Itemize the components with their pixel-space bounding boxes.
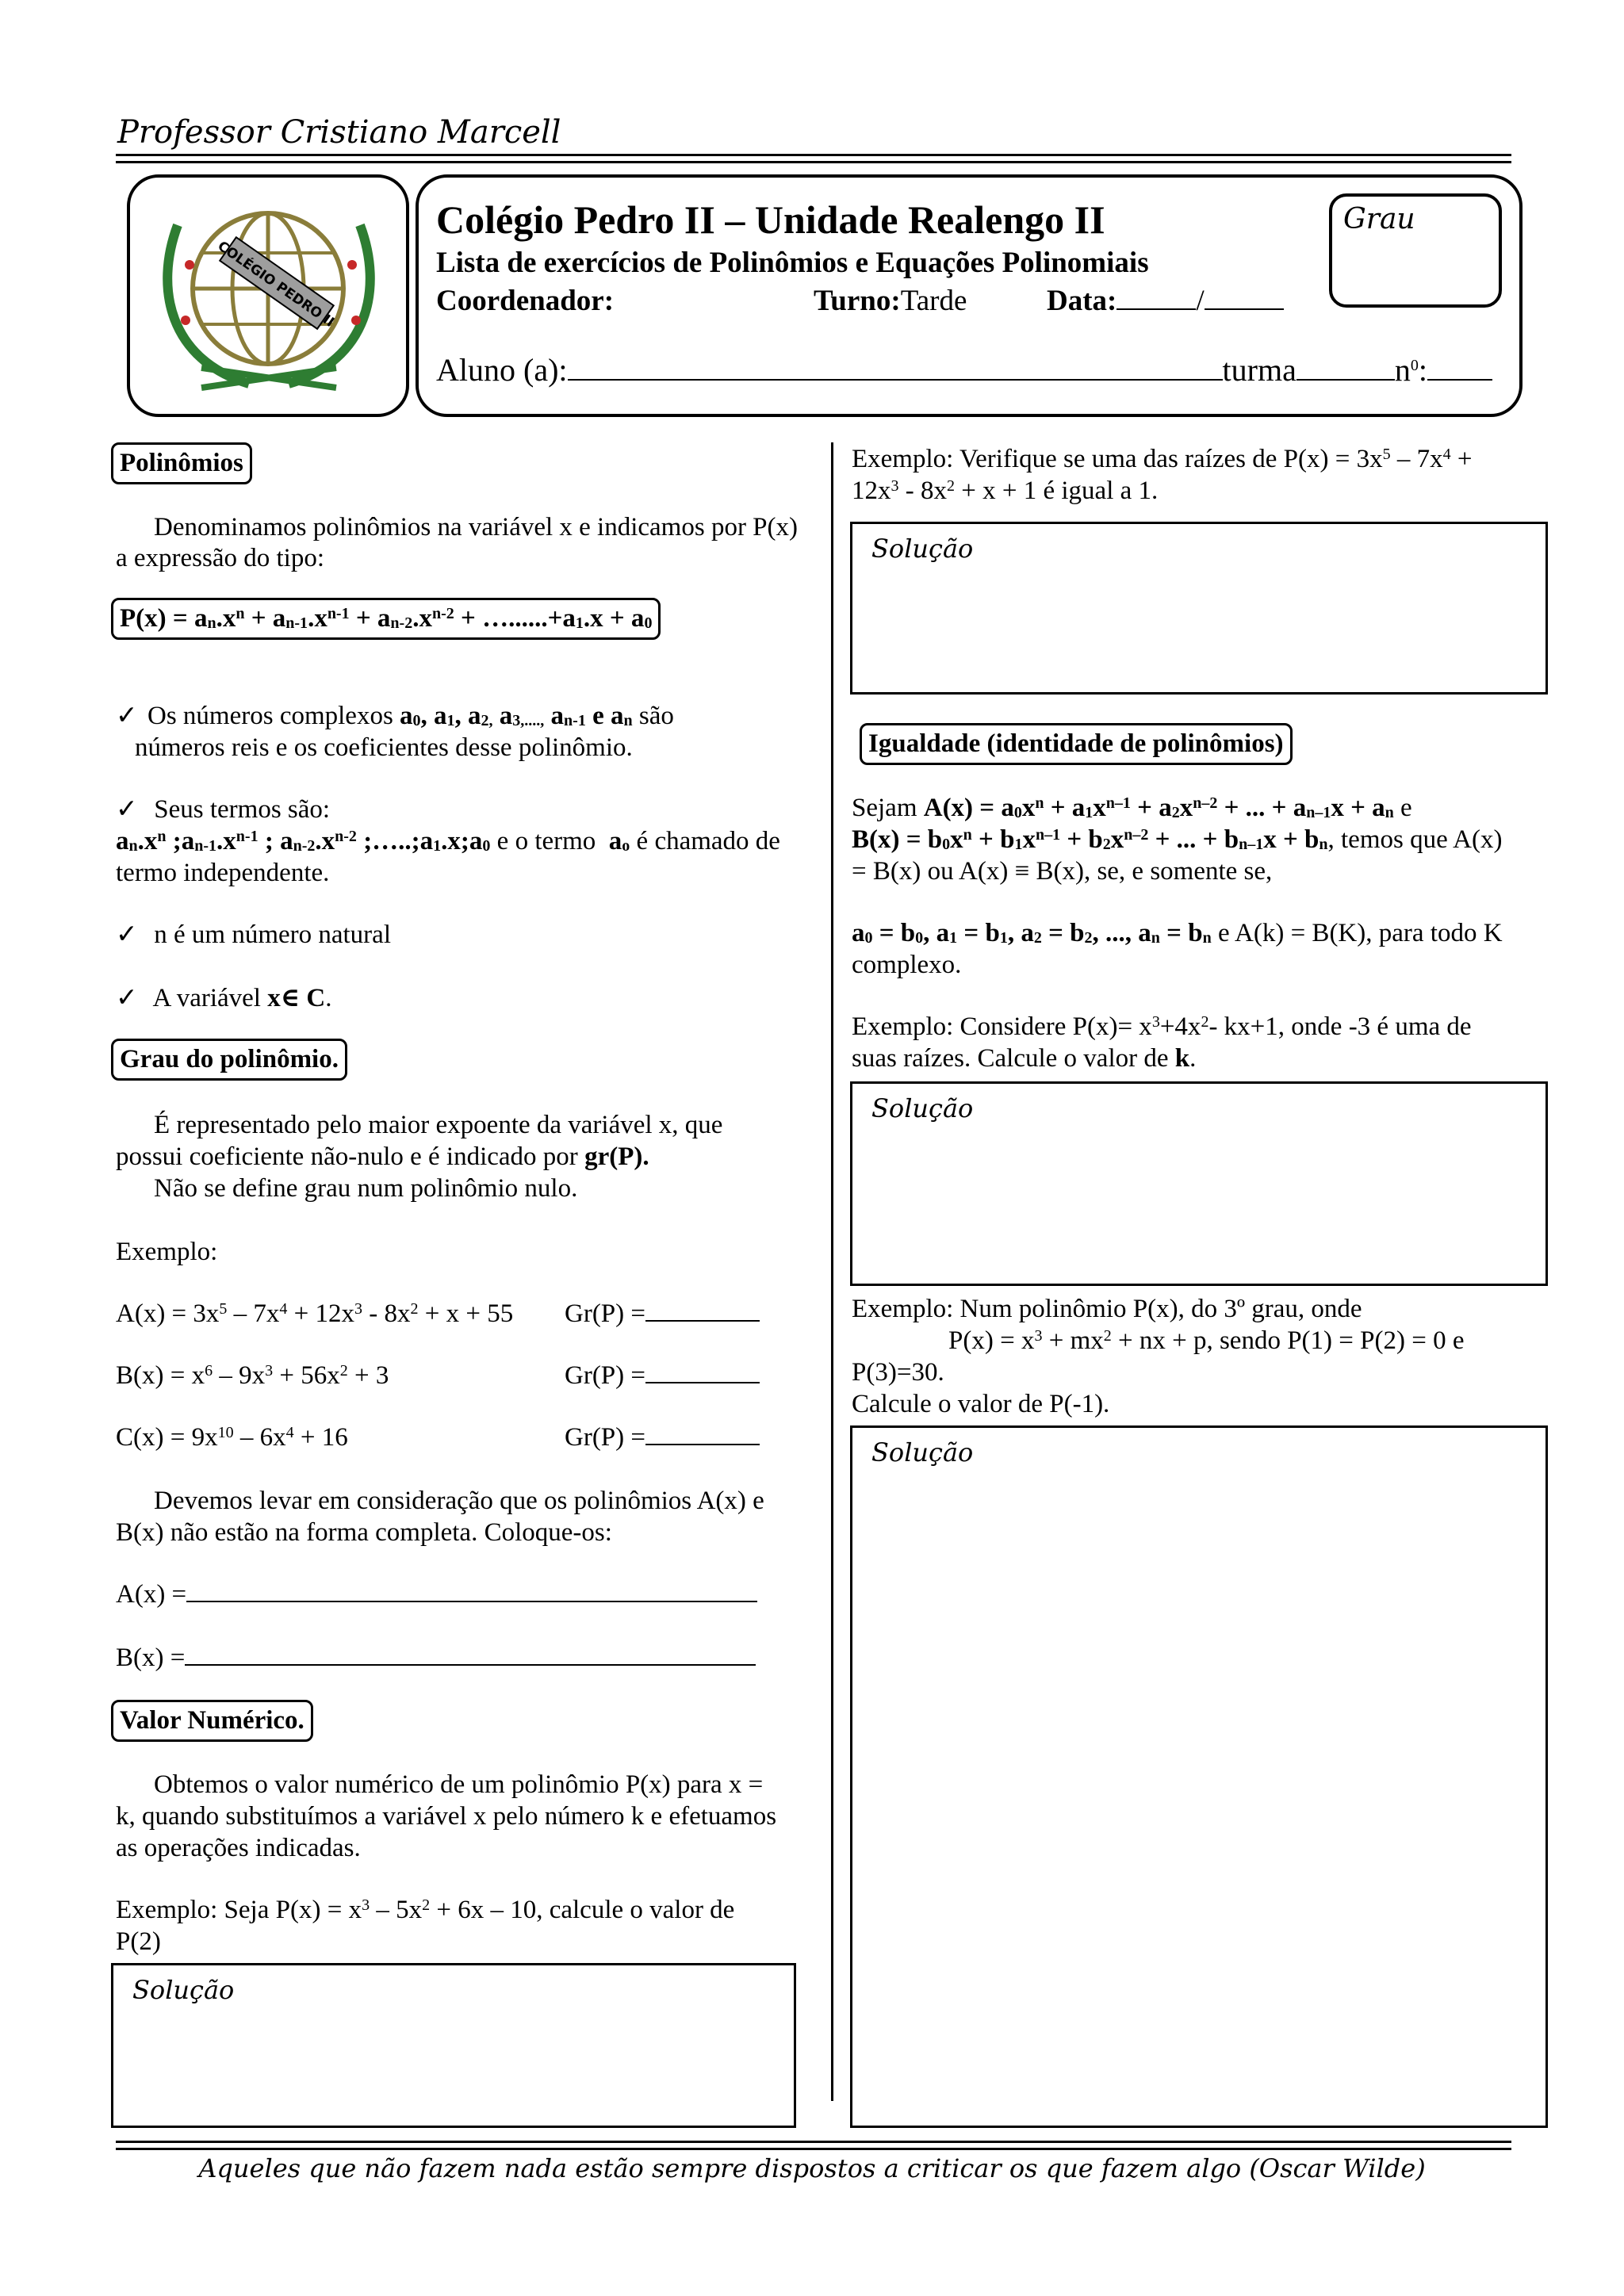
solution-box-1[interactable] [850, 522, 1548, 695]
grade-label: Grau [1343, 203, 1415, 235]
class-label: turma [1222, 352, 1297, 388]
vn-text-3: as operações indicadas. [116, 1834, 361, 1862]
author-name: Professor Cristiano Marcell [117, 114, 561, 151]
date-field[interactable] [1047, 285, 1284, 316]
complete-text-1: Devemos levar em consideração que os polinômios A(x) e [154, 1487, 764, 1515]
grade-a-field[interactable]: Gr(P) = [565, 1299, 760, 1330]
section-valor-numerico: Valor Numérico. [111, 1700, 313, 1742]
check-coefficients-2: números reis e os coeficientes desse polinômio. [135, 733, 633, 762]
shift-label: Turno: [814, 285, 901, 317]
vn-example-2: P(2) [116, 1927, 161, 1956]
grau-text-2: possui coeficiente não-nulo e é indicado por gr(P). [116, 1142, 649, 1171]
ex2-line-1: Exemplo: Considere $P(x)= x^3+4x^2-$ kx+1, onde -3 é uma de [852, 1012, 1472, 1041]
ex1-line-2: $12x^3 - 8x^2 + x + 1$ é igual a 1. [852, 476, 1159, 505]
complete-text-2: B(x) não estão na forma completa. Coloque-os: [116, 1518, 612, 1547]
terms-list-2: termo independente. [116, 859, 330, 887]
vn-text-1: Obtemos o valor numérico de um polinômio P(x) para x = [154, 1770, 764, 1799]
complete-a-field[interactable]: A(x) = [116, 1579, 757, 1610]
ex3-line-4: Calcule o valor de P(-1). [852, 1390, 1110, 1418]
coordinator-label: Coordenador: [436, 285, 615, 317]
solution-box-2[interactable] [850, 1081, 1548, 1286]
ex2-line-2: suas raízes. Calcule o valor de k. [852, 1044, 1197, 1073]
shift-value: Tarde [900, 285, 967, 317]
grade-b-field[interactable]: Gr(P) = [565, 1360, 760, 1391]
solution-box-3[interactable] [850, 1425, 1548, 2128]
solution-box-vn[interactable] [111, 1963, 796, 2128]
ex3-line-1: Exemplo: Num polinômio P(x), do 3º grau, onde [852, 1295, 1362, 1323]
solution-label: Solução [132, 1975, 235, 2005]
equality-line-1: Sejam $A(x) = a_0x^n + a_1x^{n-1} + a_2x^{n-2}$ + ... + $a_{n-1}x + a_n$ e [852, 794, 1412, 822]
school-logo [130, 178, 406, 414]
equality-line-3: = B(x) ou A(x) ≡ B(x), se, e somente se, [852, 857, 1273, 886]
solution-label: Solução [871, 1093, 974, 1123]
section-polinomios: Polinômios [111, 442, 252, 484]
footer-rule-1 [116, 2141, 1511, 2143]
complete-b-field[interactable]: B(x) = [116, 1643, 756, 1674]
shift-field [814, 285, 967, 316]
section-igualdade: Igualdade (identidade de polinômios) [860, 723, 1293, 765]
student-label: Aluno (a): [436, 352, 568, 388]
check-coefficients: ✓ Os números complexos $a_0$, $a_1$, $a_{2,}$ $a_{3,....,}$ $a_{n-1}$ e $a_n$ são [116, 702, 674, 730]
ex1-line-1: Exemplo: Verifique se uma das raízes de $P(x) = 3x^5 - 7x^4$ + [852, 445, 1473, 473]
poly-c: $C(x) = 9x^{10} - 6x^4 + 16$ [116, 1423, 348, 1452]
intro-text: Denominamos polinômios na variável x e indicamos por P(x) a expressão do tipo: [116, 513, 799, 572]
vn-example: Exemplo: Seja $P(x) = x^3 - 5x^2 + 6x - 10$, calcule o valor de [116, 1896, 735, 1924]
header-rule-1 [116, 154, 1511, 156]
logo-text: COLÉGIO PEDRO II [214, 238, 337, 331]
equality-line-2: $B(x) = b_0x^n + b_1x^{n-1} + b_2x^{n-2}$ + ... + $b_{n-1}x + b_n$, temos que A(x) [852, 825, 1503, 854]
ex3-line-2: $P(x) = x^3 + mx^2$ + nx + p, sendo P(1) = P(2) = 0 e [948, 1326, 1465, 1355]
poly-a: $A(x) = 3x^5 - 7x^4 + 12x^3 - 8x^2 + x + 55$ [116, 1299, 514, 1328]
footer-quote: Aqueles que não fazem nada estão sempre dispostos a criticar os que fazem algo (Oscar Wilde) [198, 2153, 1426, 2183]
date-label: Data: [1047, 285, 1117, 317]
date-separator: / [1196, 285, 1205, 317]
check-terms: ✓ Seus termos são: [116, 795, 331, 824]
grau-text-3: Não se define grau num polinômio nulo. [154, 1174, 578, 1203]
section-grau: Grau do polinômio. [111, 1039, 347, 1081]
check-variable: ✓ A variável x∈ C. [116, 984, 332, 1012]
general-form: $P(x) = a_n.x^n + a_{n-1}.x^{n-1} + a_{n-2}.x^{n-2}$ + $\dots......+a_1.x + a_0$ [111, 598, 661, 640]
list-title: Lista de exercícios de Polinômios e Equações Polinomiais [436, 247, 1149, 279]
ex3-line-3: P(3)=30. [852, 1358, 944, 1387]
school-title: Colégio Pedro II – Unidade Realengo II [436, 197, 1105, 242]
equality-coefs: $a_0 = b_0$, $a_1 = b_1$, $a_2 = b_2$, ..., $a_n = b_n$ e A(k) = B(K), para todo K [852, 919, 1503, 947]
solution-label: Solução [871, 1437, 974, 1468]
footer-rule-2 [116, 2148, 1511, 2150]
example-label: Exemplo: [116, 1238, 218, 1266]
grau-text-1: É representado pelo maior expoente da variável x, que [154, 1111, 723, 1139]
grade-c-field[interactable]: Gr(P) = [565, 1422, 760, 1453]
student-line[interactable]: Aluno (a): turma $n^0$: [436, 352, 1492, 388]
grade-box[interactable] [1329, 193, 1502, 308]
logo-frame [127, 174, 409, 417]
vn-text-2: k, quando substituímos a variável x pelo número k e efetuamos [116, 1802, 777, 1831]
terms-list: $a_n.x^n$ $;a_{n-1}.x^{n-1}$ ; $a_{n-2}.x^{n-2}$ $;\dots..;a_1.x;a_0$ e o termo $a_o$ é chamado de [116, 827, 780, 855]
equality-coefs-2: complexo. [852, 951, 962, 979]
number-label: n [1394, 352, 1411, 388]
solution-label: Solução [871, 534, 974, 564]
header-rule-2 [116, 161, 1511, 163]
poly-b: $B(x) = x^6 - 9x^3 + 56x^2 + 3$ [116, 1361, 389, 1390]
column-divider [831, 442, 833, 2101]
check-natural: ✓ n é um número natural [116, 920, 391, 949]
